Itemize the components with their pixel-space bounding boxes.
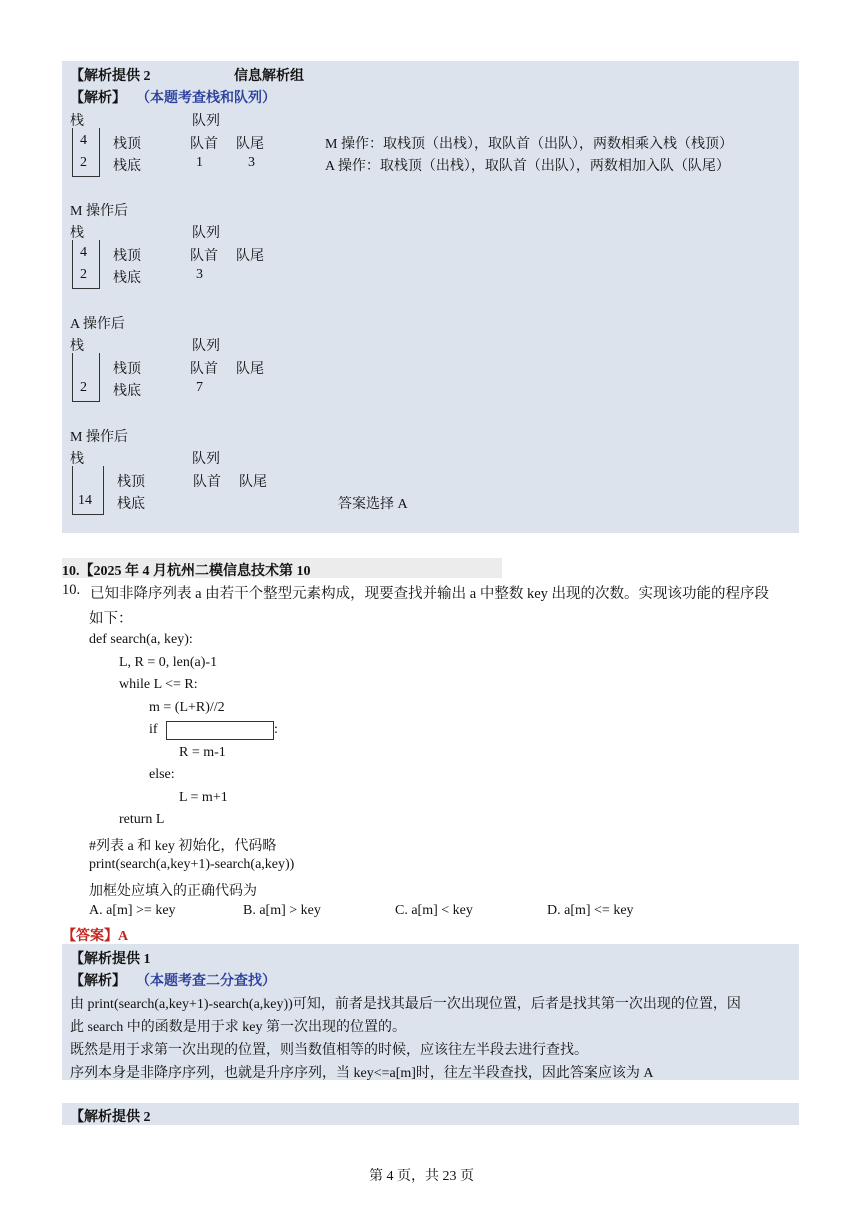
queue-tail-label: 队尾: [239, 475, 267, 490]
stack-value-bottom: 2: [80, 267, 87, 282]
analysis-header: 【解析提供 2: [70, 69, 151, 84]
queue-value-1: 3: [196, 267, 203, 282]
analysis1-header: 【解析提供 1: [70, 952, 151, 967]
code-line-def: def search(a, key):: [89, 632, 193, 647]
code-line-init: L, R = 0, len(a)-1: [119, 655, 218, 670]
stack-top-label: 栈顶: [113, 249, 141, 264]
conclusion-text: 答案选择 A: [338, 497, 408, 512]
answer-label: 【答案】A: [62, 929, 129, 944]
analysis-topic: （本题考查栈和队列）: [136, 91, 276, 106]
stack-top-label: 栈顶: [113, 137, 141, 152]
stack-value-bottom: 14: [78, 493, 92, 508]
code-line-else: else:: [149, 767, 175, 782]
stack-bottom-label: 栈底: [113, 384, 141, 399]
question-stem-line1: 已知非降序列表 a 由若干个整型元素构成，现要查找并输出 a 中整数 key 出现的次数。实现该功能的程序段: [90, 586, 770, 602]
queue-value-1: 7: [196, 380, 203, 395]
step1-title: M 操作后: [70, 204, 128, 219]
analysis-box-2b: [62, 1103, 799, 1125]
analysis-group: 信息解析组: [234, 69, 304, 84]
analysis1-line4: 序列本身是非降序序列，也就是升序序列，当 key<=a[m]时，往左半段查找，因此答案应该为 A: [70, 1066, 654, 1081]
m-operation-desc: M 操作：取栈顶（出栈），取队首（出队），两数相乘入栈（栈顶）: [325, 137, 733, 152]
a-operation-desc: A 操作：取栈顶（出栈），取队首（出队），两数相加入队（队尾）: [325, 159, 730, 174]
queue-head-label: 队首: [190, 137, 218, 152]
queue-label: 队列: [192, 226, 220, 241]
code-line-return: return L: [119, 812, 165, 827]
analysis1-line3: 既然是用于求第一次出现的位置，则当数值相等的时候，应该往左半段去进行查找。: [70, 1043, 588, 1058]
queue-head-label: 队首: [193, 475, 221, 490]
analysis1-tag: 【解析】: [70, 974, 126, 989]
option-c[interactable]: C. a[m] < key: [395, 903, 473, 918]
stack-bottom-label: 栈底: [113, 159, 141, 174]
code-line-comment: #列表 a 和 key 初始化，代码略: [89, 839, 277, 854]
stack-label: 栈: [70, 452, 84, 467]
analysis1-line1: 由 print(search(a,key+1)-search(a,key))可知，前者是找其最后一次出现位置，后者是找其第一次出现的位置，因: [70, 997, 741, 1012]
code-line-while: while L <= R:: [119, 677, 198, 692]
stack-value-bottom: 2: [80, 155, 87, 170]
code-line-r-update: R = m-1: [179, 745, 226, 760]
analysis2b-header: 【解析提供 2: [70, 1110, 151, 1125]
analysis1-line2: 此 search 中的函数是用于求 key 第一次出现的位置的。: [70, 1020, 406, 1035]
queue-label: 队列: [192, 452, 220, 467]
queue-head-label: 队首: [190, 249, 218, 264]
queue-tail-label: 队尾: [236, 362, 264, 377]
stack-label: 栈: [70, 114, 84, 129]
queue-value-2: 3: [248, 155, 255, 170]
code-colon: :: [274, 722, 278, 737]
code-line-print: print(search(a,key+1)-search(a,key)): [89, 857, 295, 872]
question-number: 10.: [62, 582, 81, 598]
option-d[interactable]: D. a[m] <= key: [547, 903, 634, 918]
analysis1-topic: （本题考查二分查找）: [136, 974, 276, 989]
code-line-mid: m = (L+R)//2: [149, 700, 225, 715]
stack-top-label: 栈顶: [117, 475, 145, 490]
analysis-box-stack-queue: [62, 61, 799, 533]
stack-top-label: 栈顶: [113, 362, 141, 377]
queue-tail-label: 队尾: [236, 137, 264, 152]
stack-value-top: 4: [80, 133, 87, 148]
option-a[interactable]: A. a[m] >= key: [89, 903, 176, 918]
queue-tail-label: 队尾: [236, 249, 264, 264]
step3-title: M 操作后: [70, 430, 128, 445]
stack-label: 栈: [70, 226, 84, 241]
answer-blank-box[interactable]: [166, 721, 274, 740]
analysis-tag: 【解析】: [70, 91, 126, 106]
stack-bottom-label: 栈底: [117, 497, 145, 512]
queue-head-label: 队首: [190, 362, 218, 377]
code-line-if: if: [149, 722, 158, 737]
queue-value-1: 1: [196, 155, 203, 170]
stack-bottom-label: 栈底: [113, 271, 141, 286]
question-prompt: 加框处应填入的正确代码为: [89, 884, 257, 899]
queue-label: 队列: [192, 114, 220, 129]
stack-value-bottom: 2: [80, 380, 87, 395]
option-b[interactable]: B. a[m] > key: [243, 903, 321, 918]
step2-title: A 操作后: [70, 317, 125, 332]
question-title: 10.【2025 年 4 月杭州二模信息技术第 10: [62, 564, 311, 579]
stack-label: 栈: [70, 339, 84, 354]
queue-label: 队列: [192, 339, 220, 354]
stack-value-top: 4: [80, 245, 87, 260]
code-line-l-update: L = m+1: [179, 790, 228, 805]
page-footer: 第 4 页，共 23 页: [369, 1169, 474, 1184]
question-stem-line2: 如下：: [89, 611, 133, 627]
